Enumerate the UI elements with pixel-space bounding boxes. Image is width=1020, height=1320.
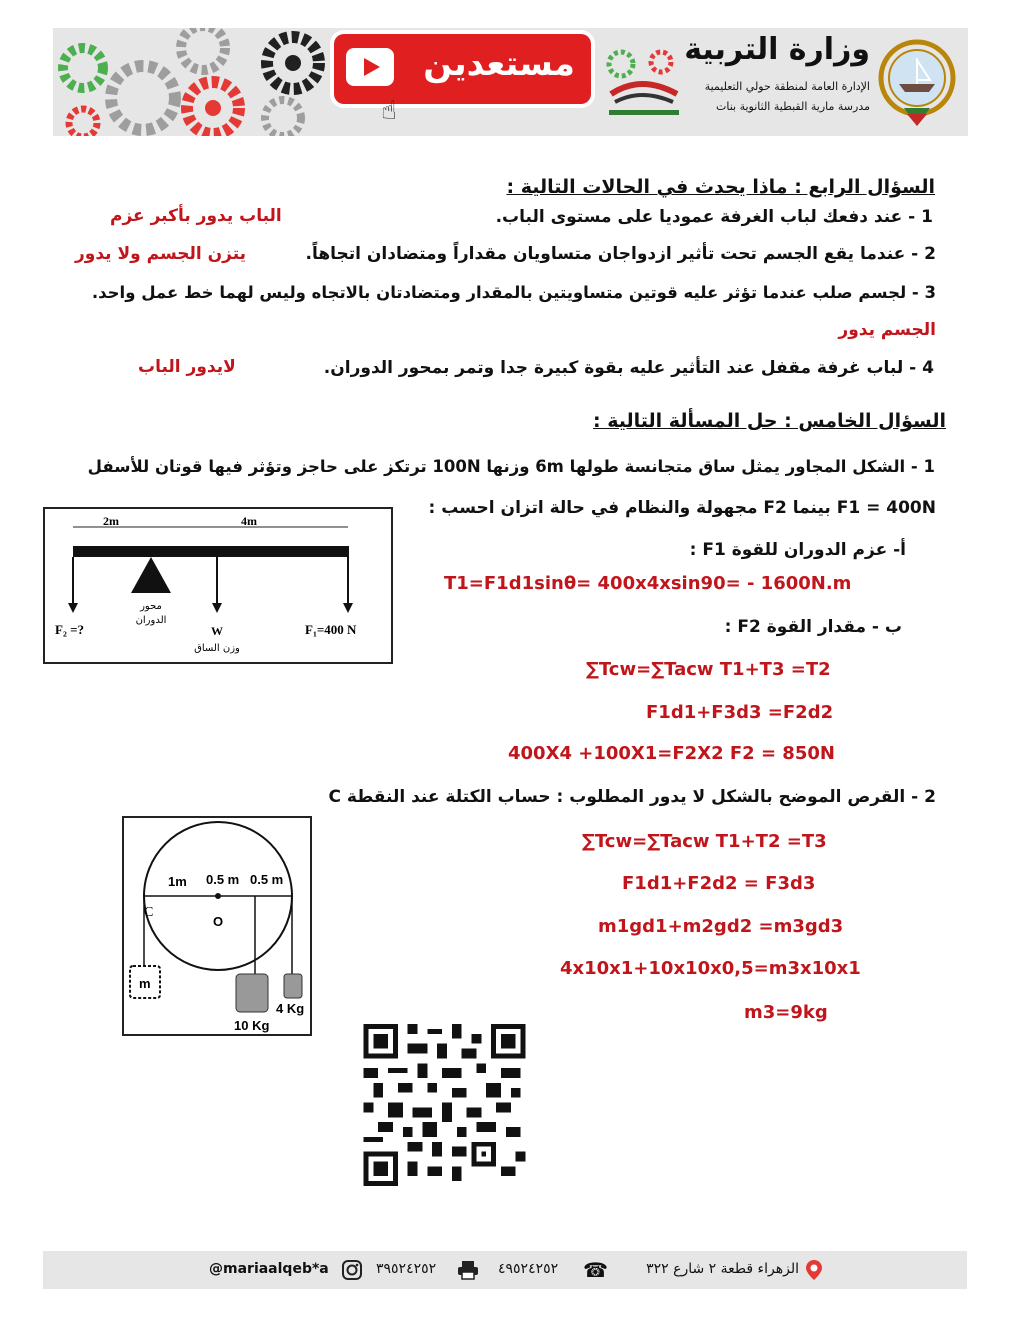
mass-4kg-label: 4 Kg bbox=[276, 1001, 305, 1016]
gears-decoration-icon bbox=[53, 28, 328, 136]
pivot-label-1: محور bbox=[140, 601, 162, 612]
center-o-label: O bbox=[213, 914, 224, 929]
dist-0-5m-b: 0.5 m bbox=[250, 872, 284, 887]
mass-10kg-label: 10 Kg bbox=[234, 1018, 270, 1033]
school-logo-icon bbox=[601, 44, 687, 120]
p2-answer-2: F1d1+F2d2 = F3d3 bbox=[622, 873, 816, 894]
instagram-icon bbox=[341, 1259, 363, 1281]
part-b-answer-3: 400X4 +100X1=F2X2 F2 = 850N bbox=[508, 743, 835, 764]
header-banner bbox=[53, 28, 968, 136]
part-b-label: ب - مقدار القوة F2 : bbox=[724, 617, 902, 637]
dist-1m: 1m bbox=[168, 874, 187, 889]
q4-answer-4: لايدور الباب bbox=[138, 357, 236, 377]
dist-0-5m-a: 0.5 m bbox=[206, 872, 240, 887]
q4-item-2: 2 - عندما يقع الجسم تحت تأثير ازدواجان متساويان مقداراً ومتضادان اتجاهاً. bbox=[305, 244, 936, 264]
youtube-banner[interactable] bbox=[334, 34, 591, 104]
q4-item-4: 4 - لباب غرفة مقفل عند التأثير عليه بقوة كبيرة جدا وتمر بمحور الدوران. bbox=[323, 358, 934, 378]
q4-item-3: 3 - لجسم صلب عندما تؤثر عليه قوتين متساويتين بالمقدار ومتضادتان بالاتجاه وليس لهما خط عمل واحد. bbox=[91, 283, 936, 302]
q4-title: السؤال الرابع : ماذا يحدث في الحالات التالية : bbox=[506, 176, 935, 198]
pointer-hand-icon: ☝ bbox=[381, 96, 397, 126]
ministry-title: وزارة التربية bbox=[684, 32, 870, 67]
q5-problem1-line2: F1 = 400N بينما F2 مجهولة والنظام في حالة اتزان احسب : bbox=[428, 498, 936, 518]
center-dot bbox=[215, 893, 221, 899]
footer-fax[interactable]: ٣٩٥٢٤٢٥٢ bbox=[376, 1261, 437, 1277]
pivot-label-2: الدوران bbox=[135, 615, 167, 626]
ministry-subtitle: الإدارة العامة لمنطقة حولي التعليمية bbox=[704, 80, 870, 93]
part-b-answer-2: F1d1+F3d3 =F2d2 bbox=[646, 702, 834, 723]
banner-label: مستعدين bbox=[423, 44, 575, 84]
footer-address: الزهراء قطعة ٢ شارع ٣٢٢ bbox=[646, 1261, 799, 1277]
p2-answer-4: 4x10x1+10x10x0,5=m3x10x1 bbox=[560, 958, 861, 979]
len-left-label: 2m bbox=[103, 514, 119, 528]
kuwait-emblem-icon bbox=[874, 34, 960, 130]
rod-figure bbox=[43, 507, 393, 664]
school-name: مدرسة مارية القبطية الثانوية بنات bbox=[716, 100, 870, 113]
len-right-label: 4m bbox=[241, 514, 257, 528]
p2-answer-3: m1gd1+m2gd2 =m3gd3 bbox=[598, 916, 844, 937]
q4-answer-1: الباب يدور بأكبر عزم bbox=[110, 206, 282, 226]
q5-problem1-line1: 1 - الشكل المجاور يمثل ساق متجانسة طولها 6m وزنها 100N ترتكز على حاجز وتؤثر فيها قوتان للأسفل bbox=[87, 457, 935, 476]
w-caption: وزن الساق bbox=[194, 643, 240, 654]
play-triangle-icon bbox=[364, 58, 380, 76]
q5-title: السؤال الخامس : حل المسألة التالية : bbox=[593, 410, 946, 432]
q5-problem2-line: 2 - القرص الموضح بالشكل لا يدور المطلوب : حساب الكتلة عند النقطة C bbox=[328, 787, 936, 807]
w-label: W bbox=[211, 624, 223, 638]
q4-item-1: 1 - عند دفعك لباب الغرفة عموديا على مستوى الباب. bbox=[495, 207, 933, 227]
mass-4kg-block bbox=[284, 974, 302, 998]
location-pin-icon bbox=[805, 1259, 823, 1281]
telephone-icon: ☎ bbox=[583, 1258, 608, 1282]
p2-answer-5: m3=9kg bbox=[744, 1002, 828, 1023]
f2-label: F₂ =? bbox=[55, 622, 84, 637]
qr-code-icon[interactable] bbox=[362, 1024, 527, 1186]
q4-answer-3: الجسم يدور bbox=[838, 320, 936, 340]
point-c-label: C bbox=[144, 905, 154, 920]
f1-label: F₁=400 N bbox=[305, 622, 357, 637]
footer-bar bbox=[43, 1251, 967, 1289]
unknown-mass-label: m bbox=[139, 976, 151, 991]
part-b-answer-1: ∑Tcw=∑Tacw T1+T3 =T2 bbox=[586, 659, 831, 680]
footer-phone[interactable]: ٤٩٥٢٤٢٥٢ bbox=[498, 1261, 559, 1277]
part-a-answer: T1=F1d1sinθ= 400x4xsin90= - 1600N.m bbox=[444, 573, 852, 594]
q4-answer-2: يتزن الجسم ولا يدور bbox=[75, 244, 247, 264]
p2-answer-1: ∑Tcw=∑Tacw T1+T2 =T3 bbox=[582, 831, 827, 852]
fax-printer-icon bbox=[457, 1260, 479, 1280]
rod-bar bbox=[73, 546, 349, 557]
disk-figure bbox=[122, 816, 312, 1036]
part-a-label: أ- عزم الدوران للقوة F1 : bbox=[689, 540, 906, 560]
mass-10kg-block bbox=[236, 974, 268, 1012]
footer-instagram[interactable]: @mariaalqeb*a bbox=[209, 1261, 329, 1277]
